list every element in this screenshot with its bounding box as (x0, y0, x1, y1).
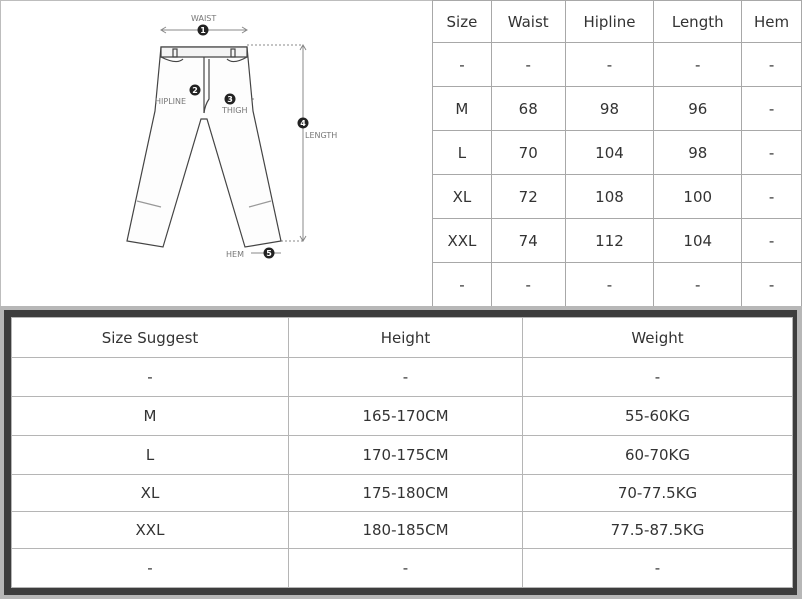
table-row (433, 219, 802, 263)
header-height: Height (289, 318, 523, 358)
table-cell: - (565, 263, 654, 307)
table-row (12, 475, 793, 512)
header-hipline: Hipline (565, 1, 654, 43)
table-cell: M (12, 397, 289, 436)
table-cell: 77.5-87.5KG (523, 512, 793, 549)
table-row (12, 512, 793, 549)
marker-1: 1 (200, 26, 206, 35)
table-cell: M (433, 87, 492, 131)
table-header-row (12, 318, 793, 358)
marker-4: 4 (300, 119, 306, 128)
table-cell: - (523, 549, 793, 588)
table-cell: 70 (491, 131, 565, 175)
header-length: Length (654, 1, 742, 43)
table-cell: 170-175CM (289, 436, 523, 475)
table-row (433, 131, 802, 175)
table-row (12, 436, 793, 475)
waist-label: WAIST (191, 14, 217, 23)
size-suggest-table (11, 317, 793, 588)
table-cell: - (742, 219, 802, 263)
size-suggest-frame (0, 306, 802, 599)
marker-5: 5 (266, 249, 272, 258)
header-size-suggest: Size Suggest (12, 318, 289, 358)
header-hem: Hem (742, 1, 802, 43)
table-cell: XL (433, 175, 492, 219)
table-cell: 60-70KG (523, 436, 793, 475)
table-cell: - (491, 263, 565, 307)
table-cell: - (12, 549, 289, 588)
table-cell: XXL (12, 512, 289, 549)
pants-diagram (0, 0, 432, 306)
table-cell: - (742, 87, 802, 131)
header-size: Size (433, 1, 492, 43)
marker-2: 2 (192, 86, 198, 95)
table-cell: - (289, 549, 523, 588)
table-cell: 180-185CM (289, 512, 523, 549)
pants-illustration-icon (1, 1, 433, 307)
table-cell: - (491, 43, 565, 87)
table-cell: XL (12, 475, 289, 512)
table-row (433, 263, 802, 307)
table-row (12, 358, 793, 397)
table-cell: 104 (654, 219, 742, 263)
pants-outline (127, 47, 281, 247)
table-cell: - (565, 43, 654, 87)
table-cell: XXL (433, 219, 492, 263)
marker-3: 3 (227, 95, 233, 104)
table-cell: 104 (565, 131, 654, 175)
hipline-label: HIPLINE (155, 97, 187, 106)
table-cell: 165-170CM (289, 397, 523, 436)
thigh-label: THIGH (222, 106, 248, 115)
table-cell: - (289, 358, 523, 397)
length-label: LENGTH (305, 131, 338, 140)
table-cell: - (433, 263, 492, 307)
table-cell: 72 (491, 175, 565, 219)
table-cell: 55-60KG (523, 397, 793, 436)
table-cell: 100 (654, 175, 742, 219)
table-cell: - (742, 43, 802, 87)
table-cell: 98 (565, 87, 654, 131)
table-cell: - (12, 358, 289, 397)
table-cell: 68 (491, 87, 565, 131)
table-header-row (433, 1, 802, 43)
table-cell: 70-77.5KG (523, 475, 793, 512)
size-suggest-border (4, 310, 797, 595)
table-cell: 96 (654, 87, 742, 131)
table-cell: - (523, 358, 793, 397)
table-cell: 108 (565, 175, 654, 219)
table-cell: - (654, 263, 742, 307)
hem-label: HEM (226, 250, 244, 259)
header-waist: Waist (491, 1, 565, 43)
table-cell: 112 (565, 219, 654, 263)
table-cell: - (433, 43, 492, 87)
header-weight: Weight (523, 318, 793, 358)
table-cell: 98 (654, 131, 742, 175)
table-cell: - (742, 175, 802, 219)
table-row (433, 175, 802, 219)
table-cell: L (12, 436, 289, 475)
table-cell: 175-180CM (289, 475, 523, 512)
table-row (433, 87, 802, 131)
table-cell: 74 (491, 219, 565, 263)
table-cell: L (433, 131, 492, 175)
table-row (433, 43, 802, 87)
size-measurement-table (432, 0, 802, 307)
table-cell: - (654, 43, 742, 87)
table-cell: - (742, 131, 802, 175)
table-row (12, 397, 793, 436)
table-cell: - (742, 263, 802, 307)
table-row (12, 549, 793, 588)
